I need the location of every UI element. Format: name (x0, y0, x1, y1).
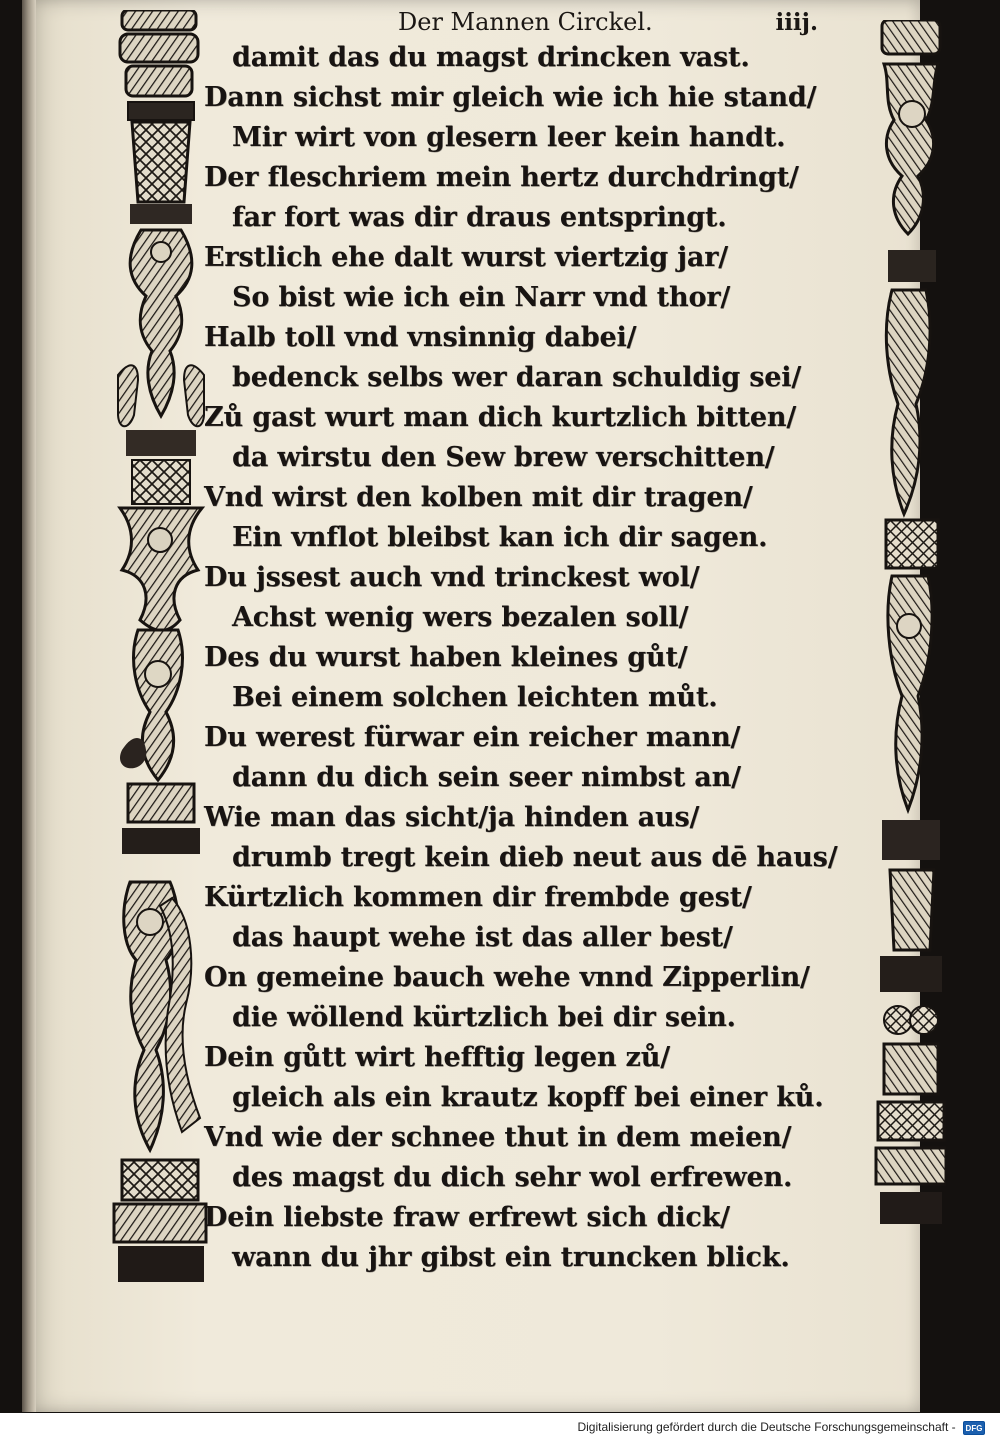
verse-line: wann du jhr gibst ein truncken blick. (232, 1242, 790, 1273)
verse-line: die wöllend kürtzlich bei dir sein. (232, 1002, 736, 1033)
page-gutter-edge (22, 0, 36, 1412)
verse-line: Vnd wirst den kolben mit dir tragen/ (204, 482, 753, 513)
verse-line: dann du dich sein seer nimbst an/ (232, 762, 741, 793)
verse-line: damit das du magst drincken vast. (232, 42, 750, 73)
verse-line: Wie man das sicht/ja hinden aus/ (204, 802, 700, 833)
verse-line: Mir wirt von glesern leer kein handt. (232, 122, 786, 153)
dfg-logo: DFG (963, 1421, 985, 1435)
verse-line: So bist wie ich ein Narr vnd thor/ (232, 282, 731, 313)
verse-line: Zů gast wurt man dich kurtzlich bitten/ (204, 402, 797, 433)
verse-line: Vnd wie der schnee thut in dem meien/ (204, 1122, 792, 1153)
verse-line: da wirstu den Sew brew verschitten/ (232, 442, 775, 473)
verse-line: das haupt wehe ist das aller best/ (232, 922, 733, 953)
verse-line: Halb toll vnd vnsinnig dabei/ (204, 322, 637, 353)
folio-number: iiij. (775, 9, 818, 36)
verse-line: Dann sichst mir gleich wie ich hie stand/ (204, 82, 817, 113)
verse-line: drumb tregt kein dieb neut aus dē haus/ (232, 842, 838, 873)
verse-line: Dein liebste fraw erfrewt sich dick/ (204, 1202, 730, 1233)
running-header: Der Mannen Circkel. (398, 8, 653, 36)
right-ornamental-column (874, 20, 946, 1224)
verse-line: Dein gůtt wirt hefftig legen zů/ (204, 1042, 670, 1073)
digitization-footer (563, 1418, 985, 1436)
verse-line: Erstlich ehe dalt wurst viertzig jar/ (204, 242, 729, 273)
verse-line: Achst wenig wers bezalen soll/ (232, 602, 689, 633)
verse-text-block (204, 41, 850, 1281)
verse-line: Du werest fürwar ein reicher mann/ (204, 722, 741, 753)
left-ornamental-column (110, 10, 212, 1285)
verse-line: des magst du dich sehr wol erfrewen. (232, 1162, 793, 1193)
footer-text: Digitalisierung gefördert durch die Deutsche Forschungsgemeinschaft - (577, 1420, 956, 1434)
verse-line: Kürtzlich kommen dir frembde gest/ (204, 882, 752, 913)
verse-line: bedenck selbs wer daran schuldig sei/ (232, 362, 802, 393)
verse-line: Ein vnflot bleibst kan ich dir sagen. (232, 522, 768, 553)
verse-line: Des du wurst haben kleines gůt/ (204, 642, 688, 673)
verse-line: gleich als ein krautz kopff bei einer ků. (232, 1082, 824, 1113)
verse-line: On gemeine bauch wehe vnnd Zipperlin/ (204, 962, 810, 993)
verse-line: Bei einem solchen leichten můt. (232, 682, 718, 713)
verse-line: Du jssest auch vnd trinckest wol/ (204, 562, 700, 593)
verse-line: far fort was dir draus entspringt. (232, 202, 727, 233)
verse-line: Der fleschriem mein hertz durchdringt/ (204, 162, 799, 193)
